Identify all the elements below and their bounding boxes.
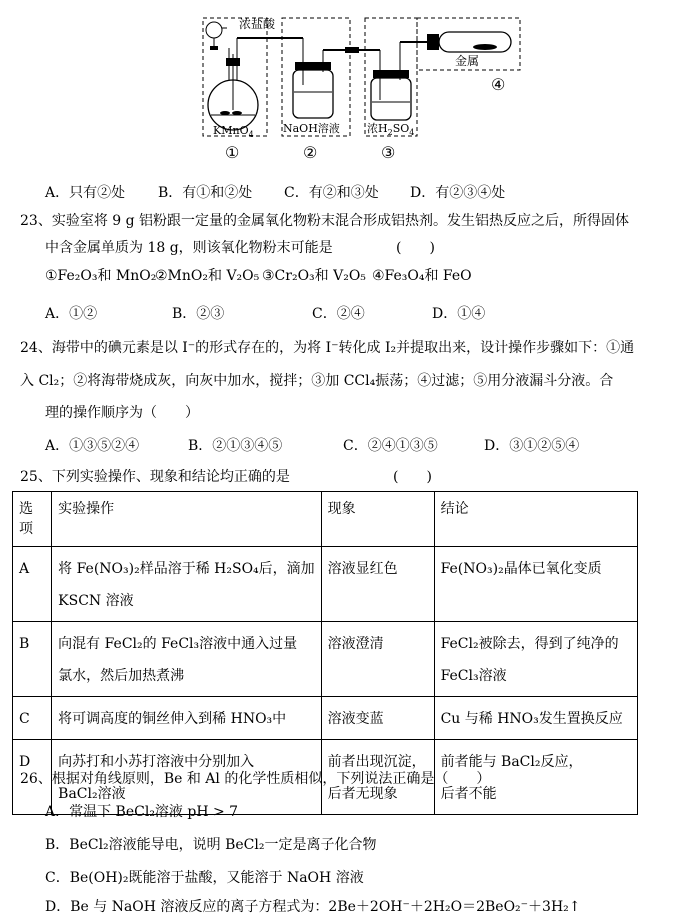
row-d-operation: 向苏打和小苏打溶液中分别加入 BaCl₂溶液 [52,740,322,815]
q24-option-c: C．②④①③⑤ [343,438,438,454]
label-h2so4: 浓$H_2SO_4$ [367,122,415,137]
q23-option-b: B．②③ [172,306,225,322]
q23-choice-4: ④Fe₃O₄和 FeO [372,268,472,284]
row-b-phenomenon: 溶液澄清 [321,622,434,697]
row-a-conclusion: Fe(NO₃)₂晶体已氧化变质 [434,547,637,622]
row-c-option: C [13,697,52,740]
header-conclusion: 结论 [434,492,637,547]
q26-option-d: D．Be 与 NaOH 溶液反应的离子方程式为：2Be＋2OH⁻＋2H₂O＝2BeO₂⁻＋3H₂↑ [45,899,581,915]
q24-stem-1: 24、海带中的碘元素是以 I⁻的形式存在的，为将 I⁻转化成 I₂并提取出来，设计操作步骤如下：①通 [20,340,635,356]
q26-stem: 26、根据对角线原则，Be 和 Al 的化学性质相似，下列说法正确是（ ） [20,771,491,787]
row-d-conclusion: 前者能与 BaCl₂反应， 后者不能 [434,740,637,815]
label-n2: ② [303,143,318,162]
q23-stem-2: 中含金属单质为 18 g，则该氧化物粉末可能是 [45,240,333,256]
label-n4: ④ [491,75,506,94]
q22-option-c: C．有②和③处 [284,185,379,201]
q26-option-b: B．BeCl₂溶液能导电，说明 BeCl₂一定是离子化合物 [45,837,377,853]
label-naoh: NaOH溶液 [283,122,340,135]
label-metal: 金属 [455,54,480,68]
q23-choice-2: ②MnO₂和 V₂O₅ [155,268,260,284]
table-header-row [13,492,638,547]
header-operation: 实验操作 [52,492,322,547]
apparatus-diagram [195,10,525,165]
row-b-conclusion: FeCl₂被除去，得到了纯净的 FeCl₃溶液 [434,622,637,697]
label-n1: ① [225,143,240,162]
q23-option-a: A．①② [45,306,98,322]
q24-option-d: D．③①②⑤④ [484,438,580,454]
header-phenomenon: 现象 [321,492,434,547]
q23-choice-3: ③Cr₂O₃和 V₂O₅ [262,268,366,284]
row-c-operation: 将可调高度的铜丝伸入到稀 HNO₃中 [52,697,322,740]
row-a-phenomenon: 溶液显红色 [321,547,434,622]
table-row [13,622,638,697]
table-row [13,547,638,622]
q25-table [12,491,638,815]
row-d-option: D [13,740,52,815]
q23-choice-1: ①Fe₂O₃和 MnO₂ [45,268,157,284]
row-c-conclusion: Cu 与稀 HNO₃发生置换反应 [434,697,637,740]
q24-option-a: A．①③⑤②④ [45,438,140,454]
table-row [13,697,638,740]
header-option: 选项 [13,492,52,547]
q23-option-d: D．①④ [432,306,486,322]
q23-paren: ( ) [396,240,435,256]
label-kmno4: KMnO$_4$ [213,124,254,139]
label-hcl: 浓盐酸 [239,17,276,31]
q26-option-c: C．Be(OH)₂既能溶于盐酸，又能溶于 NaOH 溶液 [45,870,364,886]
q25-stem: 25、下列实验操作、现象和结论均正确的是 [20,469,290,485]
row-d-phenomenon: 前者出现沉淀， 后者无现象 [321,740,434,815]
q22-option-d: D．有②③④处 [410,185,506,201]
row-a-option: A [13,547,52,622]
q23-option-c: C．②④ [312,306,365,322]
q25-paren: ( ) [393,469,432,485]
row-b-option: B [13,622,52,697]
q24-stem-3: 理的操作顺序为（ ） [45,405,199,421]
q26-option-a: A．常温下 BeCl₂溶液 pH > 7 [45,804,239,820]
row-a-operation: 将 Fe(NO₃)₂样品溶于稀 H₂SO₄后，滴加 KSCN 溶液 [52,547,322,622]
q24-option-b: B．②①③④⑤ [188,438,283,454]
q24-stem-2: 入 Cl₂；②将海带烧成灰，向灰中加水，搅拌；③加 CCl₄振荡；④过滤；⑤用分液漏斗分液。合 [20,373,614,389]
q22-option-b: B．有①和②处 [158,185,253,201]
q22-option-a: A．只有②处 [45,185,126,201]
row-c-phenomenon: 溶液变蓝 [321,697,434,740]
row-b-operation: 向混有 FeCl₂的 FeCl₃溶液中通入过量 氯水，然后加热煮沸 [52,622,322,697]
label-n3: ③ [381,143,396,162]
q23-stem-1: 23、实验室将 9 g 铝粉跟一定量的金属氧化物粉末混合形成铝热剂。发生铝热反应之后，所得固体 [20,213,630,229]
